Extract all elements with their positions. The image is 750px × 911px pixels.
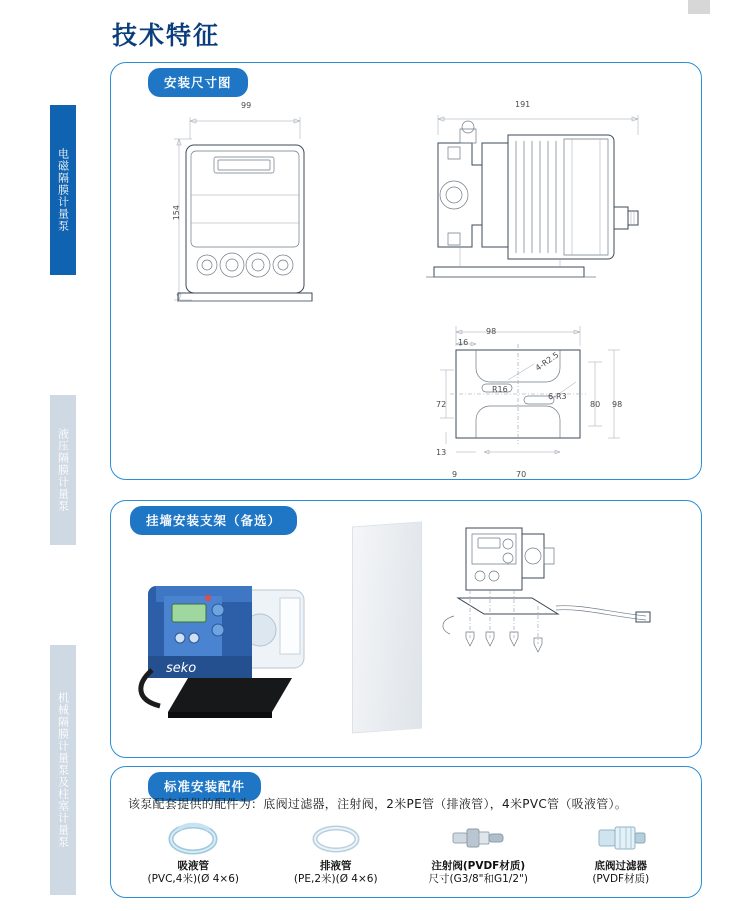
sidebar-rail <box>50 0 76 911</box>
sidebar-item-label: 液压隔膜计量泵 <box>56 428 70 512</box>
pump-photo <box>130 538 322 723</box>
base-dim-13: 13 <box>436 448 447 457</box>
discharge-tube-icon <box>266 820 406 856</box>
front-view-drawing <box>170 95 350 325</box>
list-item <box>551 820 691 886</box>
accessory-spec: (PVDF材质) <box>592 873 650 885</box>
list-item <box>123 820 263 886</box>
accessory-spec: (PE,2米)(Ø 4×6) <box>293 873 378 885</box>
sidebar-item-mechanical-pump[interactable] <box>50 645 76 895</box>
accessory-spec: 尺寸(G3/8"和G1/2") <box>428 873 528 885</box>
wall-surface-graphic <box>352 522 422 734</box>
panel-label-installation-dimensions: 安装尺寸图 <box>148 68 248 97</box>
base-dim-98-right: 98 <box>612 400 623 409</box>
accessory-spec: (PVC,4米)(Ø 4×6) <box>147 873 239 885</box>
list-item <box>266 820 406 886</box>
page-title: 技术特征 <box>112 21 221 50</box>
list-item <box>408 820 548 886</box>
side-view-length-label: 191 <box>515 100 531 109</box>
panel-label-standard-accessories: 标准安装配件 <box>148 772 261 801</box>
accessory-name: 吸液管 <box>177 860 209 872</box>
base-dim-72: 72 <box>436 400 447 409</box>
panel-label-wall-bracket: 挂墙安装支架（备选） <box>130 506 297 535</box>
suction-tube-icon <box>123 820 263 856</box>
accessory-name: 排液管 <box>320 860 352 872</box>
base-dim-9: 9 <box>452 470 458 479</box>
side-view-drawing <box>420 95 670 325</box>
accessory-name: 注射阀(PVDF材质) <box>431 860 526 872</box>
corner-marker <box>688 0 710 14</box>
sidebar-item-hydraulic-pump[interactable] <box>50 395 76 545</box>
accessories-description: 该泵配套提供的配件为：底阀过滤器，注射阀，2米PE管（排液管），4米PVC管（吸液管）。 <box>128 797 628 811</box>
foot-valve-filter-icon <box>551 820 691 856</box>
base-dim-r16: R16 <box>492 385 508 394</box>
injection-valve-icon <box>408 820 548 856</box>
front-view-height-label: 154 <box>172 205 181 221</box>
accessory-name: 底阀过滤器 <box>594 860 647 872</box>
base-dim-4r25: 4-R2.5 <box>533 350 561 373</box>
sidebar-item-label: 机械隔膜计量泵及柱塞计量泵 <box>56 692 70 848</box>
front-view-width-label: 99 <box>241 101 252 110</box>
base-dim-70: 70 <box>516 470 527 479</box>
svg-text:seko: seko <box>166 661 197 676</box>
sidebar-item-electromagnetic-pump[interactable] <box>50 105 76 275</box>
sidebar-item-label: 电磁隔膜计量泵 <box>56 148 70 232</box>
accessories-list <box>122 820 692 886</box>
base-dim-6r3: 6-R3 <box>548 392 567 401</box>
base-dim-16: 16 <box>458 338 469 347</box>
base-dim-98-top: 98 <box>486 327 497 336</box>
wall-mount-exploded-drawing <box>440 520 660 680</box>
base-dim-80: 80 <box>590 400 601 409</box>
